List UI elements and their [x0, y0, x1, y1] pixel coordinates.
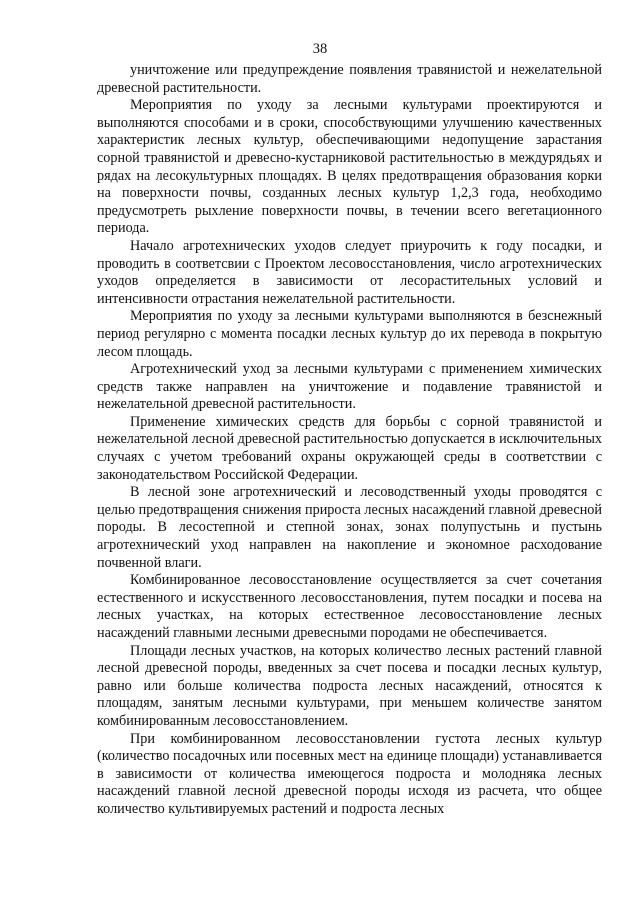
paragraph: При комбинированном лесовосстановлении густота лесных культур (количество посадочных или посевных мест на единице площади) устанавливается в зависимости от количества имеющегося подроста и молодняка лесных насаждений главной лесной древесной породы исходя из расчета, что общее количество культивируемых растений и подроста лесных: [97, 730, 602, 817]
paragraph: Начало агротехнических уходов следует приурочить к году посадки, и проводить в соответсвии с Проектом лесовосстановления, число агротехнических уходов определяется в зависимости от лесорастительных условий и интенсивности отрастания нежелательной растительности.: [97, 237, 602, 307]
paragraph: Применение химических средств для борьбы с сорной травянистой и нежелательной лесной древесной растительностью допускается в исключительных случаях с учетом требований охраны окружающей среды в соответствии с законодательством Российской Федерации.: [97, 413, 602, 483]
paragraph: В лесной зоне агротехнический и лесоводственный уходы проводятся с целью предотвращения снижения прироста лесных насаждений главной древесной породы. В лесостепной и степной зонах, зонах полупустынь и пустынь агротехнический уход направлен на накопление и экономное расходование почвенной влаги.: [97, 484, 602, 571]
paragraph: Площади лесных участков, на которых количество лесных растений главной лесной древесной породы, введенных за счет посева и посадки лесных культур, равно или больше количества подроста лесных насаждений, относятся к площадям, занятым лесными культурами, при меньшем количестве занятом комбинированным лесовосстановлением.: [97, 642, 602, 729]
paragraph: Агротехнический уход за лесными культурами с применением химических средств также направлен на уничтожение и подавление травянистой и нежелательной древесной растительности.: [97, 361, 602, 413]
paragraph: Мероприятия по уходу за лесными культурами проектируются и выполняются способами и в сроки, способствующими улучшению качественных характеристик лесных культур, обеспечивающими недопущение зарастания сорной травянистой и древесно-кустарниковой растительностью в междурядьях и рядах на лесокультурных площадях. В целях предотвращения образования корки на поверхности почвы, созданных лесных культур 1,2,3 года, необходимо предусмотреть рыхление поверхности почвы, в течении всего вегетационного периода.: [97, 97, 602, 237]
page-number: 38: [312, 41, 328, 57]
paragraph: Комбинированное лесовосстановление осуществляется за счет сочетания естественного и искусственного лесовосстановления, путем посадки и посева на лесных участках, на которых естественное лесовосстановление лесных насаждений главными лесными древесными породами не обеспечивается.: [97, 572, 602, 641]
paragraph: уничтожение или предупреждение появления травянистой и нежелательной древесной растительности.: [97, 62, 602, 96]
paragraph: Мероприятия по уходу за лесными культурами выполняются в безснежный период регулярно с момента посадки лесных культур до их перевода в покрытую лесом площадь.: [97, 308, 602, 360]
body-text: [97, 62, 602, 819]
